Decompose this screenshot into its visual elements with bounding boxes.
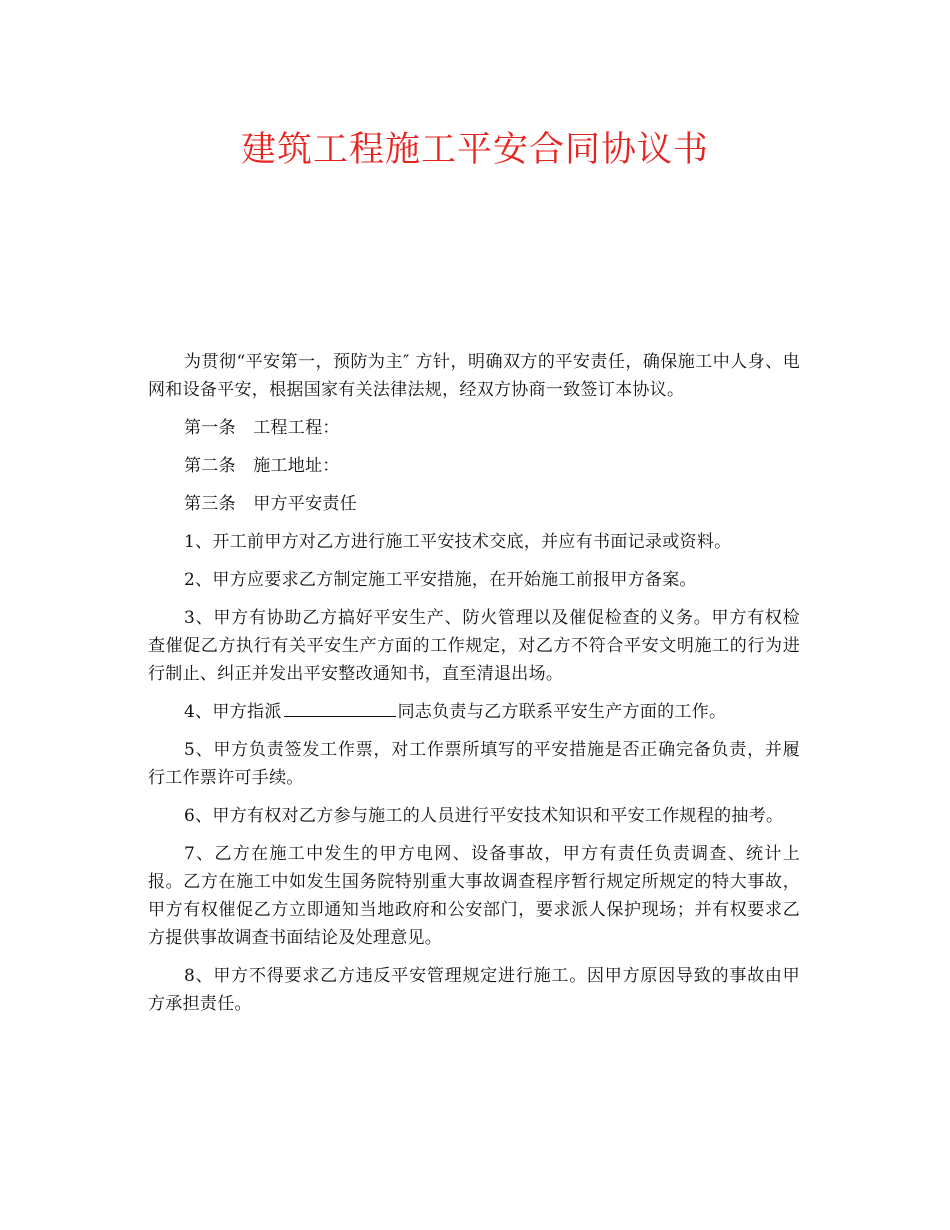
paragraph-item-1: 1、开工前甲方对乙方进行施工平安技术交底，并应有书面记录或资料。 bbox=[184, 532, 732, 552]
paragraph-item-5: 5、甲方负责签发工作票，对工作票所填写的平安措施是否正确完备负责，并履行工作票许可手续。 bbox=[148, 740, 800, 788]
paragraph-article-2: 第二条 施工地址： bbox=[184, 456, 340, 476]
paragraph-intro: 为贯彻“平安第一，预防为主″ 方针，明确双方的平安责任，确保施工中人身、电网和设备平安，根据国家有关法律法规，经双方协商一致签订本协议。 bbox=[148, 352, 800, 400]
paragraph-item-2: 2、甲方应要求乙方制定施工平安措施，在开始施工前报甲方备案。 bbox=[184, 570, 697, 590]
paragraph-article-3: 第三条 甲方平安责任 bbox=[184, 494, 357, 514]
item-4-prefix: 4、甲方指派 bbox=[184, 702, 282, 722]
document-title: 建筑工程施工平安合同协议书 bbox=[240, 130, 709, 170]
paragraph-item-7: 7、乙方在施工中发生的甲方电网、设备事故，甲方有责任负责调查、统计上报。乙方在施工中如发生国务院特别重大事故调查程序暂行规定所规定的特大事故，甲方有权催促乙方立即通知当地政府和公安部门，要求派人保护现场；并有权要求乙方提供事故调查书面结论及处理意见。 bbox=[148, 844, 800, 948]
paragraph-item-3: 3、甲方有协助乙方搞好平安生产、防火管理以及催促检查的义务。甲方有权检查催促乙方执行有关平安生产方面的工作规定，对乙方不符合平安文明施工的行为进行制止、纠正并发出平安整改通知书，直至清退出场。 bbox=[148, 608, 800, 684]
fill-in-blank bbox=[284, 698, 396, 717]
paragraph-item-6: 6、甲方有权对乙方参与施工的人员进行平安技术知识和平安工作规程的抽考。 bbox=[184, 806, 784, 826]
paragraph-article-1: 第一条 工程工程： bbox=[184, 418, 340, 438]
paragraph-item-4 bbox=[148, 698, 800, 726]
paragraph-item-8: 8、甲方不得要求乙方违反平安管理规定进行施工。因甲方原因导致的事故由甲方承担责任。 bbox=[148, 966, 800, 1014]
document-body bbox=[148, 348, 800, 1028]
item-4-suffix: 同志负责与乙方联系平安生产方面的工作。 bbox=[397, 702, 727, 722]
